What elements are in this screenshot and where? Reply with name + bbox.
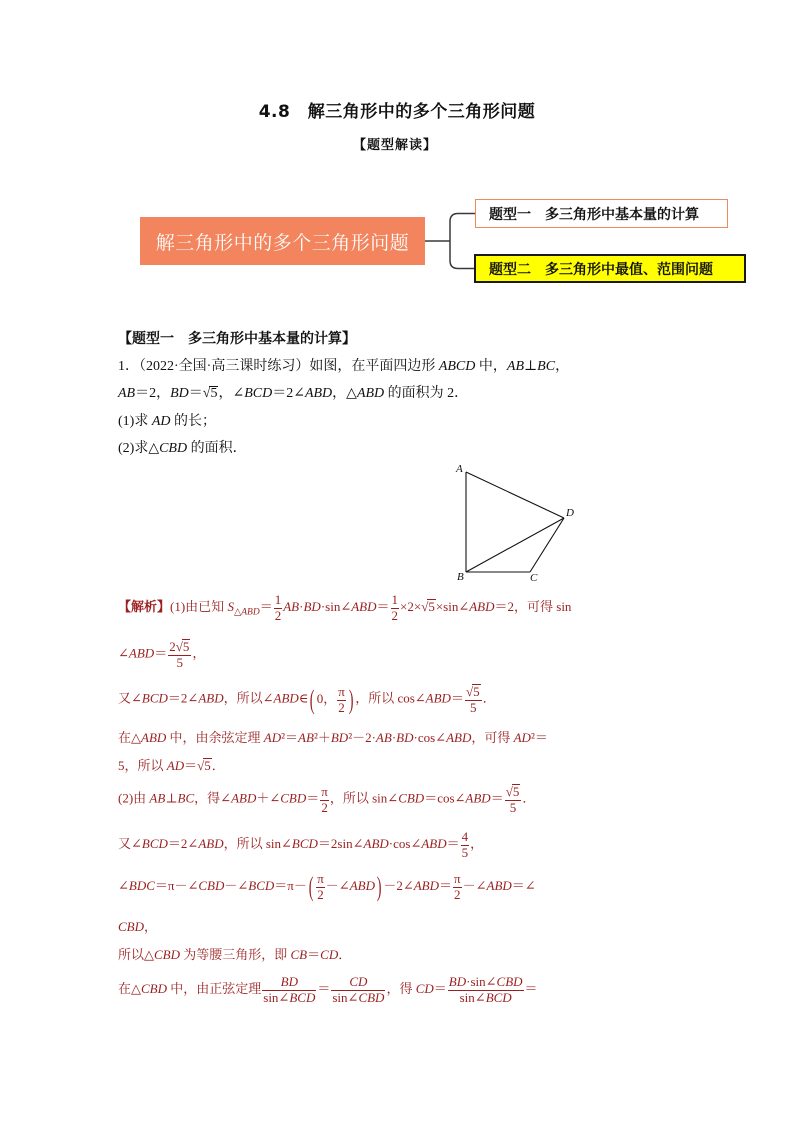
italic-variable: BD: [170, 386, 189, 401]
solution-line-content: [118, 830, 483, 860]
italic-variable: ABD: [231, 790, 257, 806]
radical-sign-icon: √: [465, 684, 474, 700]
solution-line-content: [118, 684, 496, 715]
parenthesized-group: [307, 870, 383, 902]
text-run: (2)由 AB⊥BC，得∠ABD＋∠CBD＝: [118, 790, 320, 806]
numerator: π: [317, 870, 324, 886]
denominator: 2: [274, 607, 282, 623]
text-run: ．: [211, 757, 225, 773]
mindmap-root: 解三角形中的多个三角形问题: [140, 217, 425, 265]
italic-variable: BCD: [141, 690, 168, 706]
parenthesized-group: [308, 683, 355, 715]
denominator: 2: [321, 799, 328, 815]
text-run: AB·BD·sin∠ABD＝: [283, 598, 390, 614]
italic-variable: AB: [118, 386, 136, 401]
numerator: 1: [391, 591, 399, 607]
solution-line: [118, 586, 571, 630]
solution-line: [118, 865, 536, 909]
italic-variable: ABD: [363, 835, 389, 851]
text-run: ×2×: [400, 598, 422, 614]
numerator: π: [338, 683, 345, 699]
italic-variable: BD: [303, 598, 321, 614]
numerator: 4: [461, 828, 469, 844]
problem-line: [118, 380, 468, 404]
italic-variable: BC: [537, 359, 556, 374]
italic-variable: ABD: [486, 877, 512, 893]
italic-variable: ABD: [273, 690, 299, 706]
fraction: [453, 872, 462, 902]
italic-variable: BD: [280, 973, 298, 989]
text-run: 所以△CBD 为等腰三角形，即 CB＝CD．: [118, 946, 352, 962]
fraction: [461, 830, 470, 860]
italic-variable: BD: [396, 729, 414, 745]
text-run: 5，所以 AD＝: [118, 757, 198, 773]
italic-variable: AD: [166, 757, 185, 773]
italic-variable: ABD: [425, 690, 451, 706]
segment-bd: [466, 518, 564, 572]
solution-line: [118, 968, 538, 1012]
italic-variable: AD: [513, 729, 531, 745]
problem-line: [118, 408, 216, 432]
text-run: ，: [470, 835, 484, 851]
italic-variable: ABD: [446, 729, 472, 745]
italic-variable: BCD: [485, 989, 512, 1005]
numerator: BD·sin∠CBD: [448, 973, 523, 989]
mindmap-branch-label: 题型二 多三角形中最值、范围问题: [489, 262, 713, 278]
page-title: 4.8 解三角形中的多个三角形问题: [258, 102, 536, 122]
italic-variable: CD: [415, 980, 434, 996]
solution-line-content: [118, 755, 225, 774]
text-run: ．: [482, 690, 496, 706]
denominator: sin∠BCD: [459, 989, 512, 1005]
text-run: (1)由已知 S: [170, 598, 234, 614]
italic-variable: CBD: [198, 877, 225, 893]
text-run: ，得 CD＝: [386, 980, 447, 996]
radicand: 5: [428, 598, 435, 614]
italic-variable: CD: [320, 946, 339, 962]
numerator: [331, 975, 385, 991]
solution-line: [118, 823, 483, 867]
fraction: [316, 872, 325, 902]
solution-line-content: [118, 975, 538, 1005]
square-root: [176, 639, 191, 655]
italic-variable: S: [227, 598, 234, 614]
fraction: [337, 685, 346, 715]
italic-variable: BC: [177, 790, 195, 806]
italic-variable: ABD: [413, 877, 439, 893]
italic-variable: ABD: [198, 835, 224, 851]
solution-line: [118, 633, 205, 677]
numerator: π: [454, 870, 461, 886]
text-run: ，: [192, 645, 206, 661]
text-run: (1)求 AD 的长；: [118, 414, 216, 429]
denominator: 2: [391, 607, 399, 623]
numerator: [262, 975, 316, 991]
fraction: [262, 975, 316, 1005]
italic-variable: ABD: [241, 607, 260, 618]
text-run: ＝: [317, 980, 331, 996]
radicand: 5: [512, 784, 520, 800]
text-run: AB＝2，BD＝: [118, 386, 203, 401]
answer-label: 【解析】: [118, 598, 171, 614]
problem-line-content: [118, 382, 468, 402]
text-run: －∠ABD: [325, 877, 375, 893]
text-run: 在△ABD 中，由余弦定理 AD²＝AB²＋BD²－2·AB·BD·cos∠ABD，可得 AD²＝: [118, 729, 548, 745]
square-root: [466, 684, 481, 700]
italic-variable: ABD: [304, 386, 333, 401]
radicand: 5: [210, 386, 218, 401]
text-run: (2)求△CBD 的面积．: [118, 441, 247, 456]
numerator: [168, 639, 191, 656]
solution-line-content: [118, 872, 536, 902]
solution-line-content: [118, 944, 351, 963]
radical-sign-icon: √: [175, 639, 183, 655]
problem-line: [118, 353, 569, 377]
square-root: [197, 758, 212, 774]
radical-sign-icon: √: [197, 757, 205, 773]
denominator: 5: [461, 844, 469, 860]
numerator: π: [321, 783, 328, 799]
radicand: 5: [473, 684, 480, 700]
italic-variable: ABD: [198, 690, 224, 706]
fraction: [331, 975, 385, 1005]
text-run: 1．（2022·全国·高三课时练习）如图，在平面四边形 ABCD 中，AB⊥BC，: [118, 359, 570, 374]
italic-variable: AB: [298, 729, 314, 745]
numerator: 1: [274, 591, 282, 607]
mindmap-branch-label: 题型一 多三角形中基本量的计算: [489, 207, 699, 223]
square-root: [506, 784, 521, 800]
vertex-label-a: A: [456, 463, 463, 475]
vertex-label-b: B: [457, 571, 464, 583]
numerator: [505, 784, 522, 801]
radical-sign-icon: √: [202, 386, 211, 401]
problem-line: [118, 435, 247, 459]
italic-variable: CBD: [280, 790, 307, 806]
vertex-label-d: D: [566, 507, 574, 519]
italic-variable: CBD: [398, 790, 425, 806]
text-run: ，∠BCD＝2∠ABD，△ABD 的面积为 2．: [218, 386, 469, 401]
denominator: sin∠BCD: [263, 989, 316, 1005]
text-run: ．: [522, 790, 536, 806]
italic-variable: ABD: [356, 386, 385, 401]
text-run: 2: [169, 639, 176, 655]
page-subtitle: 【题型解读】: [352, 138, 437, 153]
text-run: 又∠BCD＝2∠ABD，所以∠ABD∈: [118, 690, 309, 706]
fraction: [274, 593, 283, 623]
text-run: ，所以 sin∠CBD＝cos∠ABD＝: [329, 790, 504, 806]
section-heading: 【题型一 多三角形中基本量的计算】: [118, 331, 356, 347]
italic-variable: ABD: [465, 790, 491, 806]
text-run: 在△CBD 中，由正弦定理: [118, 980, 262, 996]
segment-ad: [466, 472, 564, 518]
italic-variable: BCD: [141, 835, 168, 851]
text-run: ×sin∠ABD＝2，可得 sin: [435, 598, 572, 614]
italic-variable: CBD: [496, 973, 523, 989]
italic-variable: BCD: [289, 989, 316, 1005]
problem-line-content: [118, 437, 247, 457]
square-root: [203, 386, 219, 402]
segment-cd: [530, 518, 564, 572]
problem-line-content: [118, 410, 216, 430]
italic-variable: CBD: [154, 946, 180, 962]
italic-variable: ABD: [351, 598, 377, 614]
text-run: ∠ABD＝: [118, 645, 168, 661]
italic-variable: BCD: [244, 386, 273, 401]
radical-sign-icon: √: [421, 598, 429, 614]
vertex-label-c: C: [530, 572, 538, 584]
mindmap-branch-type-1: [475, 199, 728, 228]
text-run: －2∠ABD＝: [383, 877, 453, 893]
fraction: [505, 784, 522, 815]
italic-variable: BCD: [291, 835, 318, 851]
text-run: ＝: [259, 598, 273, 614]
text-run: ∠BDC＝π－∠CBD－∠BCD＝π－: [118, 877, 307, 893]
italic-variable: AB: [375, 729, 392, 745]
italic-variable: AB: [283, 598, 300, 614]
denominator: 5: [509, 800, 517, 815]
italic-variable: CBD: [159, 441, 188, 456]
denominator: 5: [176, 655, 184, 670]
italic-variable: ABD: [421, 835, 447, 851]
mindmap-branch-type-2: [474, 254, 746, 283]
fraction: [448, 975, 524, 1005]
left-paren: (: [308, 870, 314, 902]
solution-line-content: [118, 639, 205, 670]
fraction: [465, 684, 482, 715]
text-run: ＝: [524, 980, 538, 996]
italic-variable: AB: [506, 359, 524, 374]
italic-variable: ABD: [349, 877, 375, 893]
text-run: －∠ABD＝∠: [462, 877, 536, 893]
text-run: 又∠BCD＝2∠ABD，所以 sin∠BCD＝2sin∠ABD·cos∠ABD＝: [118, 835, 460, 851]
square-root: [421, 599, 436, 615]
italic-variable: ABD: [469, 598, 495, 614]
solution-line: [118, 778, 535, 822]
radicand: 5: [182, 639, 190, 655]
right-paren: ): [348, 683, 354, 715]
radicand: 5: [204, 757, 211, 773]
italic-variable: CB: [290, 946, 308, 962]
italic-variable: BCD: [248, 877, 275, 893]
denominator: 2: [317, 886, 324, 902]
fraction: [391, 593, 400, 623]
text-run: ，所以 cos∠ABD＝: [355, 690, 464, 706]
text-run: CBD，: [118, 918, 158, 934]
italic-variable: ABCD: [438, 359, 476, 374]
denominator: sin∠CBD: [332, 989, 385, 1005]
italic-variable: ABD: [128, 645, 155, 661]
italic-variable: BD: [330, 729, 349, 745]
numerator: [465, 684, 482, 701]
solution-line-content: [118, 784, 535, 815]
italic-variable: CBD: [141, 980, 167, 996]
right-paren: ): [376, 870, 382, 902]
italic-variable: CD: [349, 973, 368, 989]
denominator: 5: [470, 700, 477, 715]
fraction: [168, 639, 191, 670]
italic-variable: AD: [263, 729, 282, 745]
solution-line-content: [118, 593, 571, 623]
radical-sign-icon: √: [505, 784, 513, 800]
quadrilateral-figure: [440, 455, 590, 590]
left-paren: (: [310, 683, 315, 715]
italic-variable: AB: [149, 790, 166, 806]
subscript: △ABD: [233, 607, 260, 618]
italic-variable: AD: [151, 414, 171, 429]
denominator: 2: [338, 699, 345, 715]
fraction: [320, 785, 329, 815]
italic-variable: CBD: [118, 918, 144, 934]
denominator: 2: [454, 886, 461, 902]
italic-variable: ABD: [141, 729, 167, 745]
italic-variable: BDC: [128, 877, 155, 893]
italic-variable: CBD: [358, 989, 385, 1005]
italic-variable: BD: [448, 973, 467, 989]
problem-line-content: [118, 355, 569, 375]
text-run: 0，: [316, 690, 337, 706]
